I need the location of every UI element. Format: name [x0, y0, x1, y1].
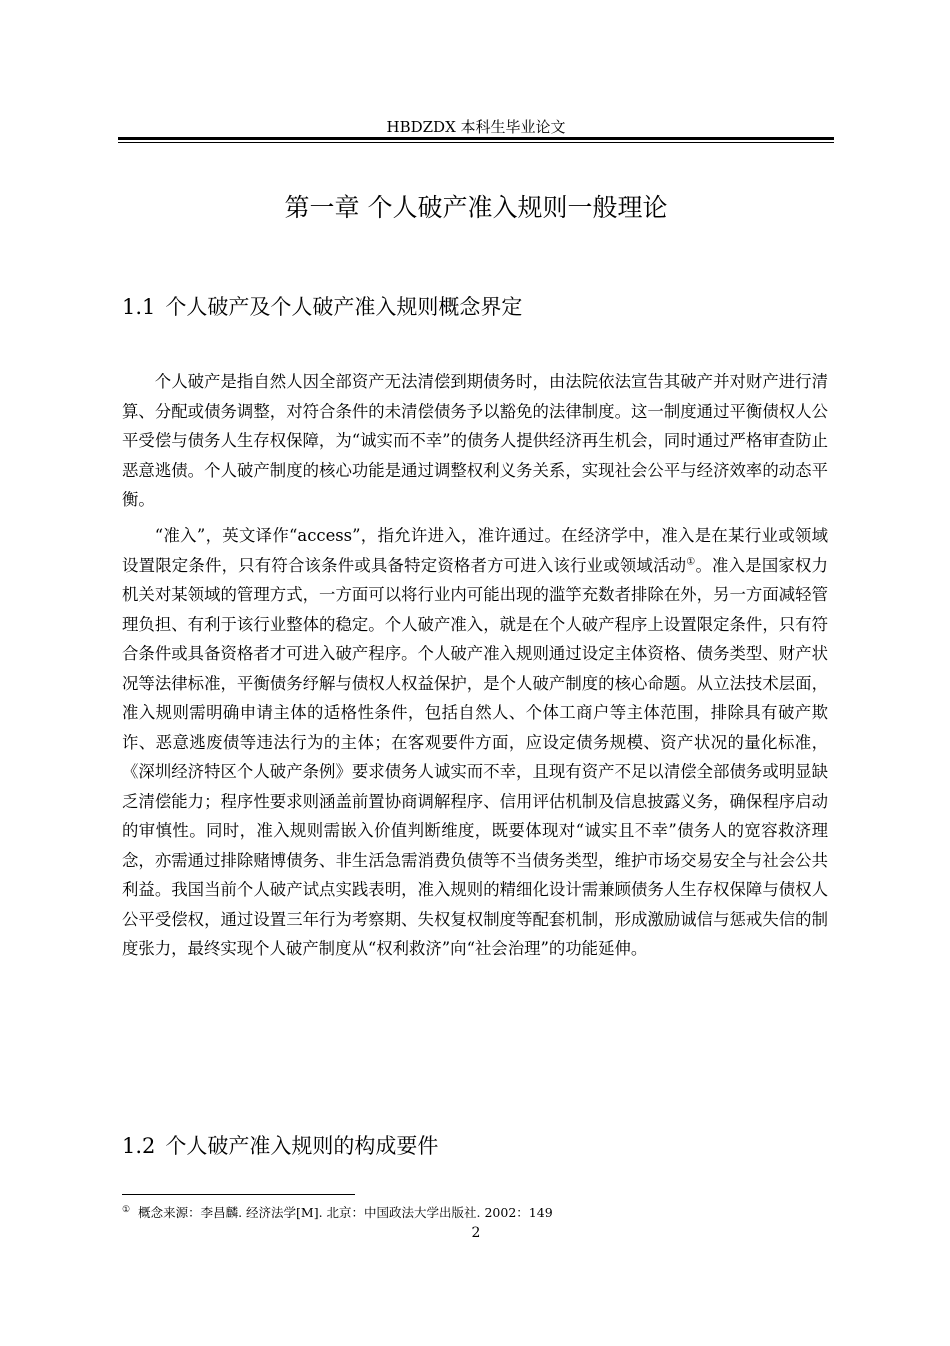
section-heading-1-2	[122, 1131, 438, 1161]
body-paragraph-2	[122, 521, 828, 964]
section-heading-1-1	[122, 292, 522, 322]
chapter-title: 第一章 个人破产准入规则一般理论	[284, 193, 668, 222]
section-number: 1.1	[122, 295, 156, 319]
section-number: 1.2	[122, 1134, 156, 1158]
paragraph-text-before-footnote: “准入”，英文译作“access”，指允许进入，准许通过。在经济学中，准入是在某行业或领域设置限定条件，只有符合该条件或具备特定资格者方可进入该行业或领域活动	[122, 526, 828, 575]
section-title: 个人破产准入规则的构成要件	[165, 1134, 439, 1158]
header-rule-thick	[118, 137, 834, 140]
paragraph-text-after-footnote: 。准入是国家权力机关对某领域的管理方式，一方面可以将行业内可能出现的滥竽充数者排除在外，另一方面减轻管理负担、有利于该行业整体的稳定。个人破产准入，就是在个人破产程序上设置限定条件，只有符合条件或具备资格者才可进入破产程序。个人破产准入规则通过设定主体资格、债务类型、财产状况等法律标准，平衡债务纾解与债权人权益保护，是个人破产制度的核心命题。从立法技术层面，准入规则需明确申请主体的适格性条件，包括自然人、个体工商户等主体范围，排除具有破产欺诈、恶意逃废债等违法行为的主体；在客观要件方面，应设定债务规模、资产状况的量化标准，《深圳经济特区个人破产条例》要求债务人诚实而不幸，且现有资产不足以清偿全部债务或明显缺乏清偿能力；程序性要求则涵盖前置协商调解程序、信用评估机制及信息披露义务，确保程序启动的审慎性。同时，准入规则需嵌入价值判断维度，既要体现对“诚实且不幸”债务人的宽容救济理念，亦需通过排除赌博债务、非生活急需消费负债等不当债务类型，维护市场交易安全与社会公共利益。我国当前个人破产试点实践表明，准入规则的精细化设计需兼顾债务人生存权保障与债权人公平受偿权，通过设置三年行为考察期、失权复权制度等配套机制，形成激励诚信与惩戒失信的制度张力，最终实现个人破产制度从“权利救济”向“社会治理”的功能延伸。	[122, 555, 828, 958]
running-header: HBDZDX 本科生毕业论文	[386, 118, 566, 136]
footnote	[122, 1204, 828, 1222]
footnote-text: 概念来源：李昌麟. 经济法学[M]. 北京：中国政法大学出版社. 2002：149	[138, 1205, 553, 1220]
body-paragraph-1: 个人破产是指自然人因全部资产无法清偿到期债务时，由法院依法宣告其破产并对财产进行清算、分配或债务调整，对符合条件的未清偿债务予以豁免的法律制度。这一制度通过平衡债权人公平受偿与债务人生存权保障，为“诚实而不幸”的债务人提供经济再生机会，同时通过严格审查防止恶意逃债。个人破产制度的核心功能是通过调整权利义务关系，实现社会公平与经济效率的动态平衡。	[122, 372, 828, 509]
footnote-reference[interactable]: ①	[686, 556, 696, 568]
header-rule-thin	[118, 142, 834, 143]
section-title: 个人破产及个人破产准入规则概念界定	[165, 295, 523, 319]
footnote-separator	[122, 1194, 355, 1195]
footnote-mark: ①	[122, 1204, 131, 1215]
page-number: 2	[471, 1225, 481, 1241]
